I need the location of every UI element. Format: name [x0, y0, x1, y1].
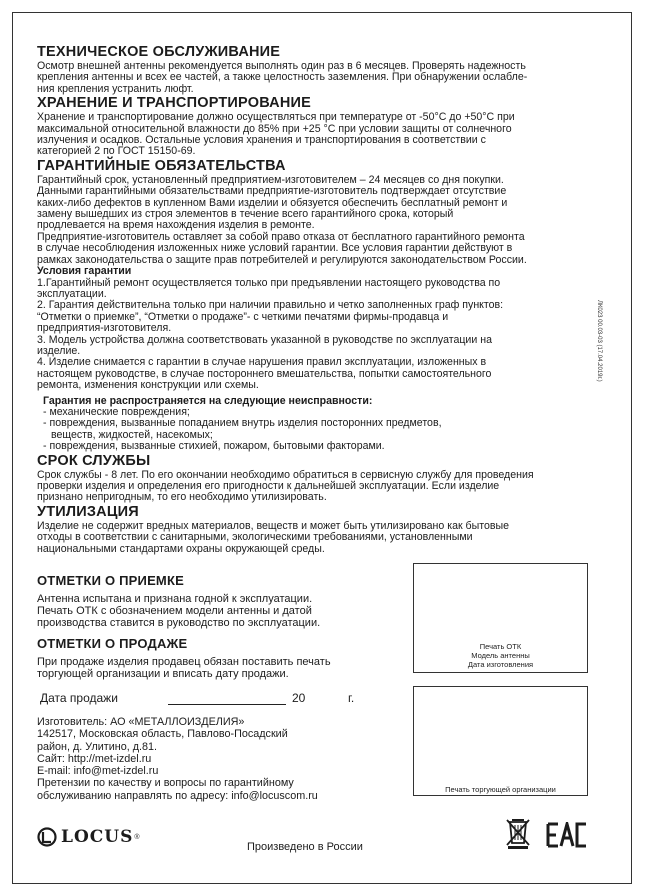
- service-life-line: проверки изделия и определения его пригодности к дальнейшей эксплуатации. Если изделие: [37, 480, 500, 492]
- storage-line: категорией 2 по ГОСТ 15150-69.: [37, 145, 196, 158]
- warranty-line: в случае несоблюдения изложенных ниже условий гарантии. Все условия гарантии действуют в: [37, 242, 513, 255]
- brand-name: LOCUS: [61, 827, 134, 847]
- service-life-line: Срок службы - 8 лет. По его окончании необходимо обратиться в сервисную службу для проведения: [37, 468, 534, 481]
- disposal-line: национальными стандартами охраны окружающей среды.: [37, 542, 325, 555]
- exclusion-line: веществ, жидкостей, насекомых;: [51, 428, 213, 441]
- maintenance-line: крепления антенны и всех ее частей, а также целостность заземления. При обнаружении ослабле-: [37, 71, 528, 84]
- sale-date-line: [168, 704, 286, 705]
- service-life-line: признано непригодным, то его необходимо утилизировать.: [37, 491, 327, 504]
- warranty-line: каких-либо дефектов в купленном Вами изделии и обязуется обеспечить бесплатный ремонт и: [37, 196, 508, 209]
- condition-line: 4. Изделие снимается с гарантии в случае нарушения правил эксплуатации, изложенных в: [37, 356, 487, 369]
- manufacturer-line: район, д. Улитино, д.81.: [37, 740, 158, 753]
- exclusion-line: - повреждения, вызванные попаданием внутрь изделия посторонних предметов,: [43, 417, 442, 430]
- manufacturer-line: E-mail: info@met-izdel.ru: [37, 765, 159, 778]
- marks-section: [37, 573, 407, 680]
- storage-heading: ХРАНЕНИЕ И ТРАНСПОРТИРОВАНИЕ: [37, 95, 311, 112]
- warranty-line: рамках законодательства о защите прав потребителей и регулируются законодательством России.: [37, 253, 527, 266]
- manufacturer-line: Сайт: http://met-izdel.ru: [37, 752, 152, 765]
- manufacturer-line: Изготовитель: АО «МЕТАЛЛОИЗДЕЛИЯ»: [37, 716, 245, 728]
- otk-stamp-caption: Печать ОТК: [479, 642, 522, 651]
- main-text: [37, 44, 592, 555]
- condition-line: 2. Гарантия действительна только при наличии правильно и четко заполненных граф пунктов:: [37, 299, 504, 312]
- otk-model-caption: Модель антенны: [471, 651, 530, 660]
- eac-mark: [546, 822, 588, 848]
- manufacturer-line: обслуживанию направлять по адресу: info@locuscom.ru: [37, 789, 318, 802]
- maintenance-line: ния крепления устранить люфт.: [37, 82, 194, 95]
- locus-logo: [37, 825, 187, 849]
- warranty-line: Данными гарантийными обязательствами предприятие-изготовитель подтверждает отсутствие: [37, 185, 507, 198]
- sale-heading: ОТМЕТКИ О ПРОДАЖЕ: [37, 635, 188, 651]
- acceptance-heading: ОТМЕТКИ О ПРИЕМКЕ: [37, 573, 184, 588]
- service-life-heading: СРОК СЛУЖБЫ: [37, 452, 151, 469]
- sale-line: торгующей организации и вписать дату продажи.: [37, 667, 289, 680]
- eac-mark-icon: [546, 822, 588, 848]
- storage-line: Хранение и транспортирование должно осуществляться при температуре от -50°С до +50°С при: [37, 111, 515, 124]
- disposal-heading: УТИЛИЗАЦИЯ: [37, 503, 139, 520]
- sale-date-label: Дата продажи: [40, 691, 118, 705]
- condition-line: 1.Гарантийный ремонт осуществляется только при предъявлении настоящего руководства по: [37, 276, 501, 289]
- acceptance-line: Антенна испытана и признана годной к эксплуатации.: [37, 593, 313, 605]
- condition-line: предприятия-изготовителя.: [37, 322, 172, 335]
- condition-line: 3. Модель устройства должна соответствовать указанной в руководстве по эксплуатации на: [37, 333, 492, 346]
- exclusion-line: - повреждения, вызванные стихией, пожаром, бытовыми факторами.: [43, 440, 385, 453]
- otk-date-caption: Дата изготовления: [467, 660, 534, 669]
- conditions-heading: Условия гарантии: [37, 265, 132, 278]
- acceptance-line: производства ставится в руководство по эксплуатации.: [37, 617, 321, 630]
- warranty-line: Предприятие-изготовитель оставляет за собой право отказа от бесплатного гарантийного ремонта: [37, 230, 525, 243]
- condition-line: настоящем руководстве, в случае постороннего вмешательства, попытки самостоятельного: [37, 367, 492, 380]
- storage-line: излучения и осадков. Остальные условия хранения и транспортирования в соответствии с: [37, 134, 486, 147]
- sale-year-suffix: г.: [348, 691, 355, 705]
- crossed-bin-icon: [505, 816, 531, 850]
- exclusions-heading: Гарантия не распространяется на следующие неисправности:: [43, 394, 373, 407]
- sale-date-field[interactable]: [40, 691, 360, 707]
- condition-line: изделие.: [37, 344, 81, 357]
- sale-year-prefix: 20: [292, 691, 306, 705]
- manufacturer-info: [37, 716, 367, 802]
- acceptance-line: Печать ОТК с обозначением модели антенны и датой: [37, 605, 312, 618]
- exclusion-line: - механические повреждения;: [43, 405, 190, 418]
- warranty-line: замену вышедших из строя элементов в течение всего гарантийного срока, который: [37, 208, 454, 221]
- warranty-line: Гарантийный срок, установленный предприятием-изготовителем – 24 месяцев со дня покупки.: [37, 173, 504, 186]
- otk-stamp-box: [413, 563, 588, 673]
- trade-stamp-box: [413, 686, 588, 796]
- maintenance-heading: ТЕХНИЧЕСКОЕ ОБСЛУЖИВАНИЕ: [37, 44, 281, 60]
- sale-line: При продаже изделия продавец обязан поставить печать: [37, 655, 331, 668]
- disposal-line: отходы в соответствии с санитарными, экологическими требованиями, установленными: [37, 531, 473, 544]
- manufacturer-line: 142517, Московская область, Павлово-Посадский: [37, 728, 288, 741]
- document-code: ЛК023 00.03-03 (17.04.2019г.): [596, 300, 602, 382]
- warranty-heading: ГАРАНТИЙНЫЕ ОБЯЗАТЕЛЬСТВА: [37, 157, 286, 174]
- warranty-line: продлевается на время нахождения изделия в ремонте.: [37, 219, 315, 232]
- disposal-line: Изделие не содержит вредных материалов, веществ и может быть утилизировано как бытовые: [37, 519, 509, 532]
- condition-line: эксплуатации.: [37, 287, 107, 300]
- condition-line: “Отметки о приемке”, “Отметки о продаже”- с четкими печатями фирмы-продавца и: [37, 310, 449, 323]
- condition-line: ремонта, изменения конструкции или схемы.: [37, 379, 259, 392]
- trade-stamp-caption: Печать торгующей организации: [445, 785, 556, 794]
- manufacturer-line: Претензии по качеству и вопросы по гарантийному: [37, 777, 294, 790]
- maintenance-line: Осмотр внешней антенны рекомендуется выполнять один раз в 6 месяцев. Проверять надежность: [37, 60, 526, 72]
- made-in-russia: Произведено в России: [247, 841, 363, 853]
- registered-mark: ®: [134, 833, 140, 841]
- locus-logo-icon: [37, 827, 57, 847]
- storage-line: максимальной относительной влажности до 85% при +25 °С при условии защиты от солнечного: [37, 122, 512, 135]
